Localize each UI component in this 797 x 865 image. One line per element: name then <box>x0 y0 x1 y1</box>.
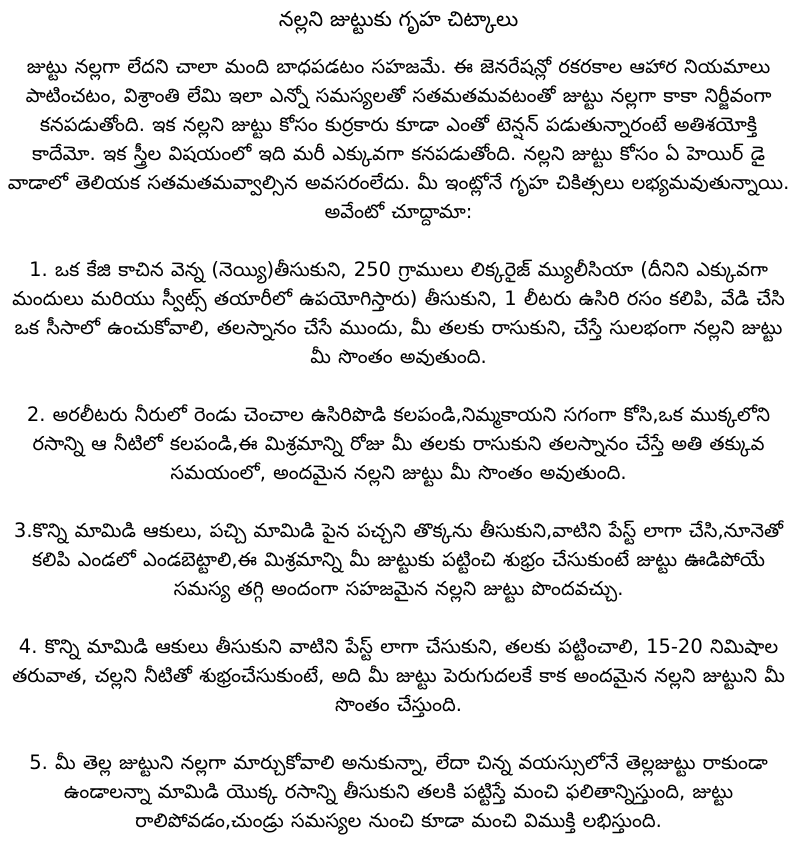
intro-paragraph: జుట్టు నల్లగా లేదని చాలా మంది బాధపడటం సహజమే. ఈ జెనరేషన్లో రకరకాల ఆహార నియమాలు పాటించటం, విశ్రాంతి లేమి ఇలా ఎన్నో సమస్యలతో సతమతమవటంతో జుట్టు నల్లగా కాకా నిర్జీవంగా కనపడుతోంది. ఇక నల్లని జుట్టు కోసం కుర్రకారు కూడా ఎంతో టెన్షన్ పడుతున్నారంటే అతిశయోక్తి కాదేమో. ఇక స్త్రీల విషయంలో ఇది మరీ ఎక్కువగా కనపడుతోంది. నల్లని జుట్టు కోసం ఏ హెయిర్ డై వాడాలో తెలియక సతమతమవ్వాల్సిన అవసరంలేదు. మీ ఇంట్లోనే గృహ చికిత్సలు లభ్యమవుతున్నాయి. అవేంటో చూద్దామా: <box>7 55 790 223</box>
tip-3-paragraph: 3.కొన్ని మామిడి ఆకులు, పచ్చి మామిడి పైన పచ్చని తొక్కను తీసుకుని,వాటిని పేస్ట్ లాగా చేసి,నూనెతో కలిపి ఎండలో ఎండబెట్టాలి,ఈ మిశ్రమాన్ని మీ జుట్టుకు పట్టించి శుభ్రం చేసుకుంటే జుట్టు ఊడిపోయే సమస్య తగ్గి అందంగా సహజమైన నల్లని జుట్టు పొందవచ్చు. <box>13 519 784 600</box>
tip-5-paragraph: 5. మీ తెల్ల జుట్టుని నల్లగా మార్చుకోవాలి అనుకున్నా, లేదా చిన్న వయస్సులోనే తెల్లజుట్టు రాకుండా ఉండాలన్నా మామిడి యొక్క రసాన్ని తీసుకుని తలకి పట్టిస్తే మంచి ఫలితాన్నిస్తుంది, జుట్టు రాలిపోవడం,చుండ్రు సమస్యల నుంచి కూడా మంచి విముక్తి లభిస్తుంది. <box>29 751 768 832</box>
document-title: నల్లని జుట్టుకు గృహ చిట్కాలు <box>278 7 519 31</box>
tip-1-paragraph: 1. ఒక కేజి కాచిన వెన్న (నెయ్యి)తీసుకుని, 250 గ్రాములు లిక్కరైజ్ మ్యులీసియా (దీనిని ఎక్కువగా మందులు మరియు స్వీట్స్ తయారీలో ఉపయోగిస్తారు) తీసుకుని, 1 లీటరు ఉసిరి రసం కలిపి, వేడి చేసి ఒక సీసాలో ఉంచుకోవాలి, తలస్నానం చేసే ముందు, మీ తలకు రాసుకుని, చేస్తే సులభంగా నల్లని జుట్టు మీ సొంతం అవుతుంది. <box>12 258 785 368</box>
tip-4-paragraph: 4. కొన్ని మామిడి ఆకులు తీసుకుని వాటిని పేస్ట్ లాగా చేసుకుని, తలకు పట్టించాలి, 15-20 నిమిషాల తరువాత, చల్లని నీటితో శుభ్రంచేసుకుంటే, అది మీ జుట్టు పెరుగుదలకే కాక అందమైన నల్లని జుట్టుని మీ సొంతం చేస్తుంది. <box>12 635 785 716</box>
tip-2-paragraph: 2. అరలీటరు నీరులో రెండు చెంచాల ఉసిరిపొడి కలపండి,నిమ్మకాయని సగంగా కోసి,ఒక ముక్కలోని రసాన్ని ఆ నీటిలో కలపండి,ఈ మిశ్రమాన్ని రోజు మీ తలకు రాసుకుని తలస్నానం చేస్తే అతి తక్కువ సమయంలో, అందమైన నల్లని జుట్టు మీ సొంతం అవుతుంది. <box>26 403 771 484</box>
